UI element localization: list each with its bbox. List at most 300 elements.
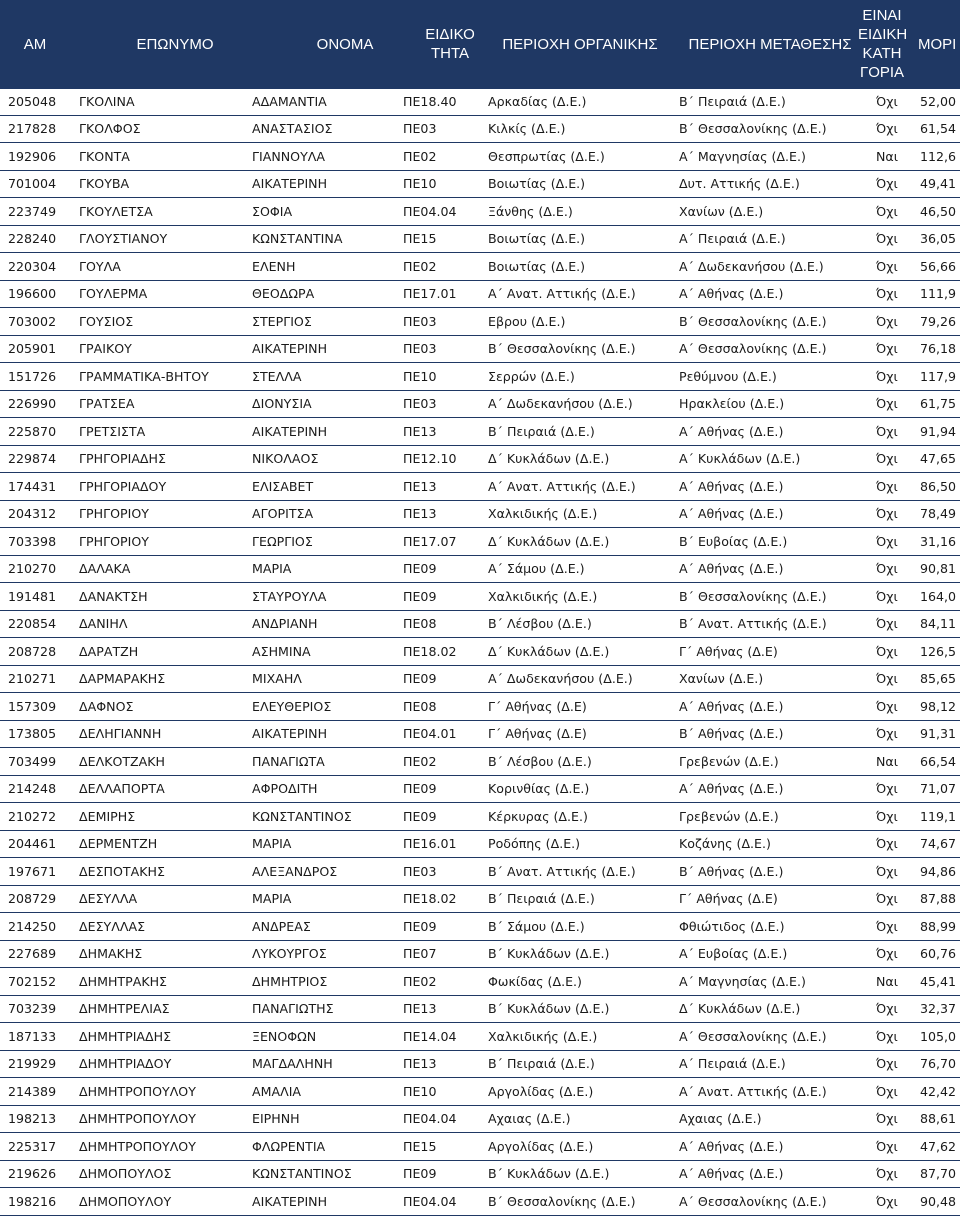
cell-special-category: Όχι (876, 121, 898, 137)
cell-specialty: ΠΕ13 (403, 506, 437, 522)
table-row (0, 1023, 960, 1051)
cell-firstname: ΓΙΑΝΝΟΥΛΑ (252, 148, 326, 164)
cell-am: 214250 (8, 918, 57, 934)
cell-surname: ΓΡΑΙΚΟΥ (79, 341, 132, 357)
cell-organic-area: Χαλκιδικής (Δ.Ε.) (488, 588, 598, 604)
cell-firstname: ΔΙΟΝΥΣΙΑ (252, 396, 312, 412)
cell-am: 173805 (8, 726, 57, 742)
cell-am: 197671 (8, 863, 57, 879)
cell-organic-area: Β΄ Ανατ. Αττικής (Δ.Ε.) (488, 863, 636, 879)
cell-transfer-area: Γρεβενών (Δ.Ε.) (679, 808, 779, 824)
cell-transfer-area: Α΄ Δωδεκανήσου (Δ.Ε.) (679, 258, 824, 274)
cell-special-category: Όχι (876, 203, 898, 219)
table-row (0, 116, 960, 144)
cell-am: 198216 (8, 1193, 57, 1209)
cell-specialty: ΠΕ10 (403, 176, 437, 192)
cell-organic-area: Δ΄ Κυκλάδων (Δ.Ε.) (488, 643, 610, 659)
cell-special-category: Ναι (876, 753, 898, 769)
cell-specialty: ΠΕ07 (403, 946, 437, 962)
cell-organic-area: Α΄ Δωδεκανήσου (Δ.Ε.) (488, 396, 633, 412)
cell-am: 219626 (8, 1166, 57, 1182)
table-row (0, 446, 960, 474)
cell-points: 88,61 (920, 1111, 957, 1127)
cell-transfer-area: Β΄ Θεσσαλονίκης (Δ.Ε.) (679, 121, 827, 137)
cell-special-category: Όχι (876, 671, 898, 687)
cell-organic-area: Β΄ Κυκλάδων (Δ.Ε.) (488, 1166, 610, 1182)
cell-firstname: ΑΙΚΑΤΕΡΙΝΗ (252, 423, 328, 439)
cell-points: 56,66 (920, 258, 957, 274)
cell-firstname: ΘΕΟΔΩΡΑ (252, 286, 315, 302)
cell-special-category: Όχι (876, 726, 898, 742)
cell-firstname: ΕΛΙΣΑΒΕΤ (252, 478, 314, 494)
cell-surname: ΔΕΡΜΕΝΤΖΗ (79, 836, 158, 852)
cell-points: 86,50 (920, 478, 957, 494)
cell-surname: ΓΛΟΥΣΤΙΑΝΟΥ (79, 231, 168, 247)
cell-am: 220304 (8, 258, 57, 274)
cell-transfer-area: Α΄ Αθήνας (Δ.Ε.) (679, 698, 784, 714)
cell-transfer-area: Α΄ Ευβοίας (Δ.Ε.) (679, 946, 788, 962)
cell-organic-area: Α΄ Ανατ. Αττικής (Δ.Ε.) (488, 286, 636, 302)
cell-surname: ΓΚΟΛΦΟΣ (79, 121, 141, 137)
cell-points: 90,81 (920, 561, 957, 577)
cell-transfer-area: Ρεθύμνου (Δ.Ε.) (679, 368, 777, 384)
cell-surname: ΔΗΜΟΠΟΥΛΟΣ (79, 1166, 172, 1182)
cell-points: 84,11 (920, 616, 957, 632)
cell-transfer-area: Δ΄ Κυκλάδων (Δ.Ε.) (679, 1001, 801, 1017)
table-row (0, 556, 960, 584)
cell-specialty: ΠΕ10 (403, 368, 437, 384)
cell-firstname: ΕΛΕΝΗ (252, 258, 296, 274)
cell-transfer-area: Β΄ Αθήνας (Δ.Ε.) (679, 863, 784, 879)
table-row (0, 88, 960, 116)
table-row (0, 473, 960, 501)
cell-am: 217828 (8, 121, 57, 137)
cell-surname: ΔΗΜΗΤΡΟΠΟΥΛΟΥ (79, 1111, 196, 1127)
cell-specialty: ΠΕ15 (403, 1138, 437, 1154)
cell-special-category: Όχι (876, 616, 898, 632)
cell-am: 225317 (8, 1138, 57, 1154)
cell-points: 87,88 (920, 891, 957, 907)
cell-am: 191481 (8, 588, 57, 604)
cell-special-category: Όχι (876, 286, 898, 302)
cell-points: 119,1 (920, 808, 957, 824)
cell-specialty: ΠΕ03 (403, 396, 437, 412)
table-row (0, 748, 960, 776)
cell-specialty: ΠΕ09 (403, 588, 437, 604)
cell-organic-area: Σερρών (Δ.Ε.) (488, 368, 575, 384)
table-row (0, 1188, 960, 1216)
cell-surname: ΓΡΗΓΟΡΙΑΔΗΣ (79, 451, 166, 467)
cell-transfer-area: Γρεβενών (Δ.Ε.) (679, 753, 779, 769)
cell-firstname: ΑΛΕΞΑΝΔΡΟΣ (252, 863, 338, 879)
cell-transfer-area: Α΄ Αθήνας (Δ.Ε.) (679, 423, 784, 439)
cell-points: 91,31 (920, 726, 957, 742)
cell-points: 94,86 (920, 863, 957, 879)
cell-points: 52,00 (920, 94, 957, 110)
cell-special-category: Όχι (876, 643, 898, 659)
cell-points: 42,42 (920, 1083, 957, 1099)
cell-special-category: Ναι (876, 973, 898, 989)
cell-points: 31,16 (920, 533, 957, 549)
cell-specialty: ΠΕ08 (403, 698, 437, 714)
cell-am: 702152 (8, 973, 57, 989)
table-row (0, 721, 960, 749)
cell-firstname: ΓΕΩΡΓΙΟΣ (252, 533, 313, 549)
cell-am: 703499 (8, 753, 57, 769)
cell-am: 220854 (8, 616, 57, 632)
cell-transfer-area: Β΄ Ευβοίας (Δ.Ε.) (679, 533, 788, 549)
cell-firstname: ΚΩΝΣΤΑΝΤΙΝΟΣ (252, 808, 352, 824)
cell-special-category: Όχι (876, 231, 898, 247)
cell-firstname: ΑΝΑΣΤΑΣΙΟΣ (252, 121, 333, 137)
cell-points: 32,37 (920, 1001, 957, 1017)
cell-specialty: ΠΕ13 (403, 478, 437, 494)
table-row (0, 226, 960, 254)
table-row (0, 666, 960, 694)
cell-firstname: ΑΣΗΜΙΝΑ (252, 643, 311, 659)
cell-surname: ΓΚΟΥΛΕΤΣΑ (79, 203, 153, 219)
cell-firstname: ΜΙΧΑΗΛ (252, 671, 302, 687)
cell-special-category: Όχι (876, 176, 898, 192)
cell-surname: ΔΑΛΑΚΑ (79, 561, 131, 577)
cell-points: 49,41 (920, 176, 957, 192)
cell-specialty: ΠΕ03 (403, 313, 437, 329)
cell-special-category: Όχι (876, 1111, 898, 1127)
cell-surname: ΔΗΜΗΤΡΕΛΙΑΣ (79, 1001, 170, 1017)
table-row (0, 363, 960, 391)
cell-surname: ΔΗΜΑΚΗΣ (79, 946, 143, 962)
cell-special-category: Όχι (876, 561, 898, 577)
cell-surname: ΔΗΜΗΤΡΙΑΔΟΥ (79, 1056, 172, 1072)
cell-am: 703398 (8, 533, 57, 549)
cell-specialty: ΠΕ09 (403, 918, 437, 934)
cell-am: 210271 (8, 671, 57, 687)
cell-am: 226990 (8, 396, 57, 412)
table-row (0, 803, 960, 831)
cell-transfer-area: Β΄ Θεσσαλονίκης (Δ.Ε.) (679, 313, 827, 329)
cell-organic-area: Β΄ Πειραιά (Δ.Ε.) (488, 1056, 595, 1072)
cell-am: 208728 (8, 643, 57, 659)
cell-am: 701004 (8, 176, 57, 192)
cell-surname: ΓΟΥΛΕΡΜΑ (79, 286, 148, 302)
cell-organic-area: Γ΄ Αθήνας (Δ.Ε) (488, 726, 587, 742)
cell-special-category: Όχι (876, 1166, 898, 1182)
cell-transfer-area: Γ΄ Αθήνας (Δ.Ε) (679, 891, 778, 907)
cell-transfer-area: Α΄ Ανατ. Αττικής (Δ.Ε.) (679, 1083, 827, 1099)
cell-am: 196600 (8, 286, 57, 302)
cell-surname: ΓΡΑΤΣΕΑ (79, 396, 135, 412)
cell-points: 74,67 (920, 836, 957, 852)
cell-organic-area: Αργολίδας (Δ.Ε.) (488, 1138, 594, 1154)
cell-specialty: ΠΕ02 (403, 148, 437, 164)
cell-organic-area: Κιλκίς (Δ.Ε.) (488, 121, 566, 137)
cell-am: 198213 (8, 1111, 57, 1127)
cell-surname: ΔΗΜΗΤΡΟΠΟΥΛΟΥ (79, 1083, 196, 1099)
cell-organic-area: Αχαιας (Δ.Ε.) (488, 1111, 571, 1127)
cell-am: 214389 (8, 1083, 57, 1099)
cell-special-category: Όχι (876, 258, 898, 274)
cell-points: 60,76 (920, 946, 957, 962)
cell-am: 223749 (8, 203, 57, 219)
cell-transfer-area: Α΄ Θεσσαλονίκης (Δ.Ε.) (679, 341, 827, 357)
cell-firstname: ΠΑΝΑΓΙΩΤΗΣ (252, 1001, 334, 1017)
header-points: ΜΟΡΙ (918, 35, 957, 53)
table-row (0, 1133, 960, 1161)
cell-transfer-area: Α΄ Αθήνας (Δ.Ε.) (679, 561, 784, 577)
cell-firstname: ΜΑΓΔΑΛΗΝΗ (252, 1056, 333, 1072)
cell-surname: ΔΕΜΙΡΗΣ (79, 808, 136, 824)
cell-surname: ΓΡΗΓΟΡΙΟΥ (79, 533, 149, 549)
cell-special-category: Όχι (876, 588, 898, 604)
cell-organic-area: Χαλκιδικής (Δ.Ε.) (488, 1028, 598, 1044)
cell-transfer-area: Α΄ Μαγνησίας (Δ.Ε.) (679, 148, 806, 164)
cell-special-category: Όχι (876, 368, 898, 384)
cell-special-category: Όχι (876, 1083, 898, 1099)
table-row (0, 968, 960, 996)
cell-transfer-area: Α΄ Θεσσαλονίκης (Δ.Ε.) (679, 1193, 827, 1209)
cell-points: 90,48 (920, 1193, 957, 1209)
cell-special-category: Όχι (876, 863, 898, 879)
cell-firstname: ΑΝΔΡΙΑΝΗ (252, 616, 318, 632)
cell-am: 229874 (8, 451, 57, 467)
cell-organic-area: Ροδόπης (Δ.Ε.) (488, 836, 581, 852)
table-row (0, 253, 960, 281)
cell-am: 219929 (8, 1056, 57, 1072)
cell-points: 71,07 (920, 781, 957, 797)
cell-organic-area: Ξάνθης (Δ.Ε.) (488, 203, 573, 219)
cell-am: 205048 (8, 94, 57, 110)
table-header (0, 0, 960, 88)
cell-points: 47,62 (920, 1138, 957, 1154)
table-row (0, 336, 960, 364)
table-row (0, 611, 960, 639)
cell-specialty: ΠΕ18.02 (403, 643, 457, 659)
cell-specialty: ΠΕ04.04 (403, 203, 457, 219)
cell-firstname: ΣΤΑΥΡΟΥΛΑ (252, 588, 327, 604)
cell-firstname: ΕΙΡΗΝΗ (252, 1111, 300, 1127)
cell-organic-area: Θεσπρωτίας (Δ.Ε.) (488, 148, 605, 164)
cell-surname: ΓΡΗΓΟΡΙΑΔΟΥ (79, 478, 167, 494)
cell-specialty: ΠΕ09 (403, 1166, 437, 1182)
cell-organic-area: Δ΄ Κυκλάδων (Δ.Ε.) (488, 533, 610, 549)
cell-special-category: Όχι (876, 918, 898, 934)
cell-transfer-area: Κοζάνης (Δ.Ε.) (679, 836, 771, 852)
cell-surname: ΔΗΜΗΤΡΑΚΗΣ (79, 973, 168, 989)
cell-points: 66,54 (920, 753, 957, 769)
cell-surname: ΓΚΟΛΙΝΑ (79, 94, 135, 110)
cell-firstname: ΠΑΝΑΓΙΩΤΑ (252, 753, 325, 769)
cell-specialty: ΠΕ10 (403, 1083, 437, 1099)
cell-transfer-area: Χανίων (Δ.Ε.) (679, 203, 764, 219)
cell-surname: ΔΑΝΑΚΤΣΗ (79, 588, 148, 604)
cell-am: 204312 (8, 506, 57, 522)
cell-transfer-area: Α΄ Πειραιά (Δ.Ε.) (679, 1056, 786, 1072)
cell-specialty: ΠΕ15 (403, 231, 437, 247)
cell-transfer-area: Ηρακλείου (Δ.Ε.) (679, 396, 785, 412)
cell-points: 45,41 (920, 973, 957, 989)
cell-surname: ΓΡΗΓΟΡΙΟΥ (79, 506, 149, 522)
cell-organic-area: Β΄ Λέσβου (Δ.Ε.) (488, 753, 592, 769)
cell-firstname: ΑΜΑΛΙΑ (252, 1083, 302, 1099)
cell-transfer-area: Α΄ Κυκλάδων (Δ.Ε.) (679, 451, 801, 467)
cell-firstname: ΑΙΚΑΤΕΡΙΝΗ (252, 176, 328, 192)
table-row (0, 886, 960, 914)
cell-surname: ΔΗΜΟΠΟΥΛΟΥ (79, 1193, 172, 1209)
cell-am: 208729 (8, 891, 57, 907)
cell-am: 228240 (8, 231, 57, 247)
cell-specialty: ΠΕ09 (403, 561, 437, 577)
cell-surname: ΓΟΥΣΙΟΣ (79, 313, 134, 329)
cell-surname: ΔΕΛΚΟΤΖΑΚΗ (79, 753, 166, 769)
header-am: ΑΜ (23, 35, 47, 53)
cell-specialty: ΠΕ02 (403, 753, 437, 769)
cell-firstname: ΞΕΝΟΦΩΝ (252, 1028, 317, 1044)
cell-specialty: ΠΕ03 (403, 341, 437, 357)
table-row (0, 281, 960, 309)
cell-points: 61,75 (920, 396, 957, 412)
cell-specialty: ΠΕ04.01 (403, 726, 457, 742)
cell-transfer-area: Α΄ Αθήνας (Δ.Ε.) (679, 1166, 784, 1182)
cell-surname: ΔΕΣΠΟΤΑΚΗΣ (79, 863, 165, 879)
cell-organic-area: Β΄ Πειραιά (Δ.Ε.) (488, 423, 595, 439)
cell-organic-area: Β΄ Κυκλάδων (Δ.Ε.) (488, 946, 610, 962)
cell-specialty: ΠΕ09 (403, 808, 437, 824)
cell-transfer-area: Δυτ. Αττικής (Δ.Ε.) (679, 176, 800, 192)
table-body (0, 88, 960, 1216)
cell-specialty: ΠΕ03 (403, 121, 437, 137)
cell-firstname: ΑΓΟΡΙΤΣΑ (252, 506, 314, 522)
cell-specialty: ΠΕ02 (403, 973, 437, 989)
cell-points: 105,0 (920, 1028, 957, 1044)
table-row (0, 638, 960, 666)
cell-specialty: ΠΕ16.01 (403, 836, 457, 852)
cell-am: 210272 (8, 808, 57, 824)
cell-am: 157309 (8, 698, 57, 714)
cell-organic-area: Χαλκιδικής (Δ.Ε.) (488, 506, 598, 522)
table-row (0, 693, 960, 721)
cell-special-category: Όχι (876, 313, 898, 329)
cell-firstname: ΣΟΦΙΑ (252, 203, 293, 219)
cell-points: 91,94 (920, 423, 957, 439)
cell-surname: ΔΑΡΜΑΡΑΚΗΣ (79, 671, 166, 687)
cell-points: 88,99 (920, 918, 957, 934)
cell-specialty: ΠΕ04.04 (403, 1193, 457, 1209)
cell-am: 225870 (8, 423, 57, 439)
cell-specialty: ΠΕ18.02 (403, 891, 457, 907)
cell-specialty: ΠΕ09 (403, 781, 437, 797)
table-row (0, 941, 960, 969)
table-row (0, 308, 960, 336)
table-row (0, 171, 960, 199)
cell-transfer-area: Β΄ Πειραιά (Δ.Ε.) (679, 94, 786, 110)
cell-firstname: ΜΑΡΙΑ (252, 836, 292, 852)
cell-specialty: ΠΕ08 (403, 616, 437, 632)
cell-points: 47,65 (920, 451, 957, 467)
cell-surname: ΓΚΟΝΤΑ (79, 148, 130, 164)
cell-firstname: ΛΥΚΟΥΡΓΟΣ (252, 946, 327, 962)
cell-am: 210270 (8, 561, 57, 577)
table-row (0, 1078, 960, 1106)
cell-specialty: ΠΕ13 (403, 1056, 437, 1072)
table-row (0, 996, 960, 1024)
cell-specialty: ΠΕ02 (403, 258, 437, 274)
cell-am: 227689 (8, 946, 57, 962)
cell-surname: ΔΕΛΗΓΙΑΝΝΗ (79, 726, 162, 742)
cell-special-category: Όχι (876, 1001, 898, 1017)
table-row (0, 1106, 960, 1134)
header-organic-area: ΠΕΡΙΟΧΗ ΟΡΓΑΝΙΚΗΣ (502, 35, 658, 53)
cell-organic-area: Φωκίδας (Δ.Ε.) (488, 973, 582, 989)
cell-organic-area: Β΄ Θεσσαλονίκης (Δ.Ε.) (488, 1193, 636, 1209)
table-row (0, 776, 960, 804)
cell-surname: ΔΗΜΗΤΡΙΑΔΗΣ (79, 1028, 172, 1044)
cell-surname: ΔΑΦΝΟΣ (79, 698, 134, 714)
cell-special-category: Όχι (876, 423, 898, 439)
cell-points: 76,18 (920, 341, 957, 357)
header-special-category: ΕΙΝΑΙ ΕΙΔΙΚΗ ΚΑΤΗ ΓΟΡΙΑ (858, 7, 908, 81)
cell-specialty: ΠΕ17.07 (403, 533, 457, 549)
table-row (0, 418, 960, 446)
cell-transfer-area: Α΄ Αθήνας (Δ.Ε.) (679, 478, 784, 494)
cell-specialty: ΠΕ18.40 (403, 94, 457, 110)
cell-points: 126,5 (920, 643, 957, 659)
cell-firstname: ΑΝΔΡΕΑΣ (252, 918, 311, 934)
cell-transfer-area: Α΄ Θεσσαλονίκης (Δ.Ε.) (679, 1028, 827, 1044)
cell-firstname: ΑΙΚΑΤΕΡΙΝΗ (252, 1193, 328, 1209)
table-row (0, 501, 960, 529)
cell-special-category: Όχι (876, 1138, 898, 1154)
cell-firstname: ΝΙΚΟΛΑΟΣ (252, 451, 319, 467)
cell-organic-area: Αργολίδας (Δ.Ε.) (488, 1083, 594, 1099)
cell-special-category: Όχι (876, 1028, 898, 1044)
cell-transfer-area: Α΄ Μαγνησίας (Δ.Ε.) (679, 973, 806, 989)
cell-transfer-area: Α΄ Αθήνας (Δ.Ε.) (679, 781, 784, 797)
table-row (0, 143, 960, 171)
cell-points: 111,9 (920, 286, 957, 302)
cell-special-category: Όχι (876, 1193, 898, 1209)
header-specialty: ΕΙΔΙΚΟ ΤΗΤΑ (425, 26, 475, 62)
cell-special-category: Όχι (876, 533, 898, 549)
cell-transfer-area: Γ΄ Αθήνας (Δ.Ε) (679, 643, 778, 659)
cell-organic-area: Β΄ Θεσσαλονίκης (Δ.Ε.) (488, 341, 636, 357)
cell-transfer-area: Β΄ Θεσσαλονίκης (Δ.Ε.) (679, 588, 827, 604)
header-surname: ΕΠΩΝΥΜΟ (136, 35, 214, 53)
cell-special-category: Όχι (876, 891, 898, 907)
cell-am: 151726 (8, 368, 57, 384)
cell-organic-area: Α΄ Ανατ. Αττικής (Δ.Ε.) (488, 478, 636, 494)
cell-special-category: Όχι (876, 478, 898, 494)
header-firstname: ΟΝΟΜΑ (316, 35, 374, 53)
cell-am: 192906 (8, 148, 57, 164)
cell-am: 174431 (8, 478, 57, 494)
cell-special-category: Όχι (876, 396, 898, 412)
cell-firstname: ΑΙΚΑΤΕΡΙΝΗ (252, 726, 328, 742)
cell-am: 214248 (8, 781, 57, 797)
cell-special-category: Όχι (876, 94, 898, 110)
cell-surname: ΓΡΕΤΣΙΣΤΑ (79, 423, 146, 439)
cell-organic-area: Γ΄ Αθήνας (Δ.Ε) (488, 698, 587, 714)
cell-special-category: Όχι (876, 1056, 898, 1072)
cell-specialty: ΠΕ13 (403, 1001, 437, 1017)
cell-organic-area: Αρκαδίας (Δ.Ε.) (488, 94, 587, 110)
cell-surname: ΔΕΣΥΛΛΑ (79, 891, 138, 907)
cell-points: 117,9 (920, 368, 957, 384)
cell-special-category: Όχι (876, 451, 898, 467)
cell-firstname: ΚΩΝΣΤΑΝΤΙΝΟΣ (252, 1166, 352, 1182)
cell-points: 79,26 (920, 313, 957, 329)
cell-surname: ΔΗΜΗΤΡΟΠΟΥΛΟΥ (79, 1138, 196, 1154)
cell-points: 36,05 (920, 231, 957, 247)
